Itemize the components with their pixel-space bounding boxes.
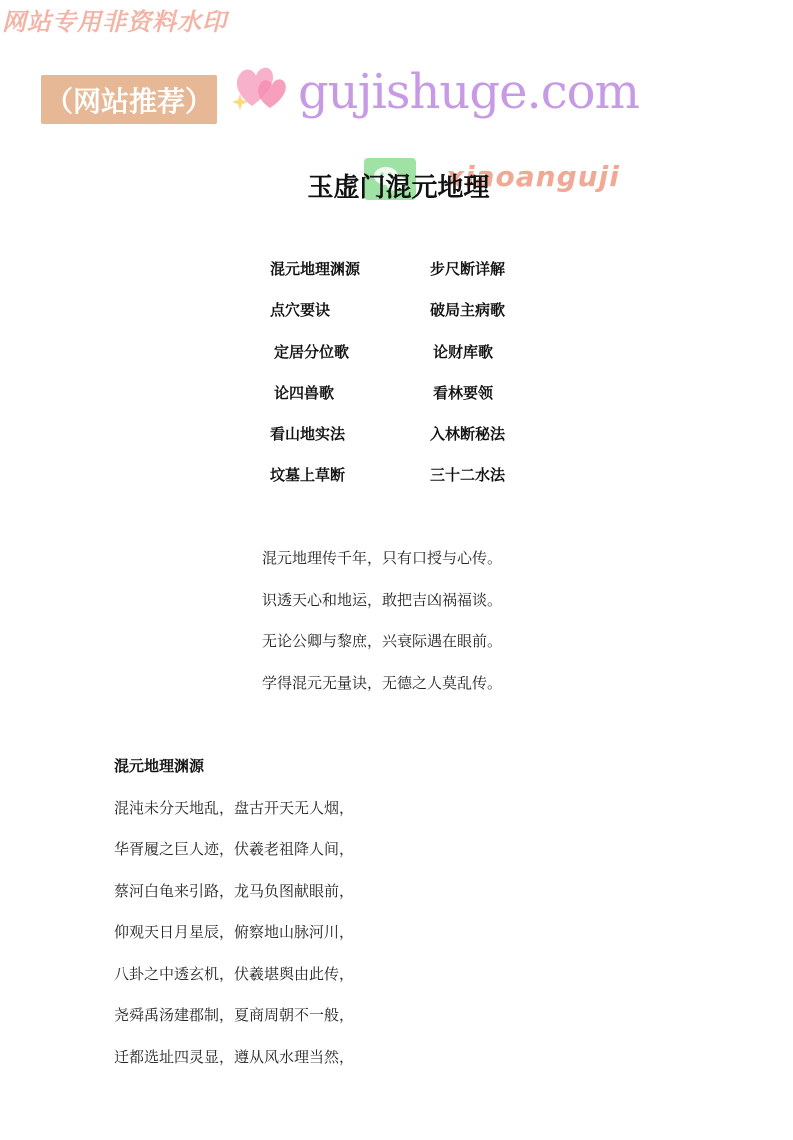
verse-line: 学得混元无量诀，无德之人莫乱传。 [262,673,503,692]
toc-entry: 看山地实法 [270,425,346,444]
toc-entry: 坟墓上草断 [270,466,346,485]
toc-row [270,423,570,464]
top-watermark: 网站专用非资料水印 [2,8,227,36]
toc-row [270,258,570,299]
toc-entry: 论四兽歌 [274,383,335,402]
table-of-contents [270,258,570,506]
toc-entry: 步尺断详解 [430,260,506,278]
toc-entry: 破局主病歌 [430,301,506,320]
hearts-icon [232,58,294,114]
verse-line: 无论公卿与黎庶，兴衰际遇在眼前。 [262,632,503,650]
section-origin [114,755,354,1087]
section-line: 八卦之中透玄机，伏羲堪舆由此传， [114,964,355,983]
section-line: 蔡河白龟来引路，龙马负图献眼前， [114,881,355,900]
intro-verse [262,547,502,713]
section-line: 华胥履之巨人迹，伏羲老祖降人间， [114,840,355,858]
section-heading: 混元地理渊源 [114,757,205,775]
toc-entry: 三十二水法 [430,466,506,485]
site-url-watermark: gujishuge.com [298,64,640,120]
toc-entry: 入林断秘法 [430,425,506,444]
section-line: 仰观天日月星辰，俯察地山脉河川， [114,923,355,941]
toc-row [270,464,570,505]
toc-entry: 看林要领 [433,383,494,402]
toc-row [270,341,570,382]
document-title: 玉虚门混元地理 [307,173,490,203]
script-watermark: xiaoanguji [446,160,620,193]
toc-entry: 混元地理渊源 [270,260,361,278]
verse-line: 混元地理传千年，只有口授与心传。 [262,549,503,567]
section-line: 尧舜禹汤建郡制，夏商周朝不一般， [114,1006,355,1024]
toc-entry: 论财库歌 [433,342,494,361]
site-recommend-badge: （网站推荐） [41,75,217,124]
section-line: 迁都选址四灵显，遵从风水理当然， [114,1047,355,1066]
toc-row [270,299,570,340]
toc-row [270,382,570,423]
toc-entry: 点穴要诀 [270,301,331,320]
verse-line: 识透天心和地运，敢把吉凶祸福谈。 [262,590,503,609]
toc-entry: 定居分位歌 [274,342,350,361]
section-line: 混沌未分天地乱，盘古开天无人烟， [114,798,355,817]
